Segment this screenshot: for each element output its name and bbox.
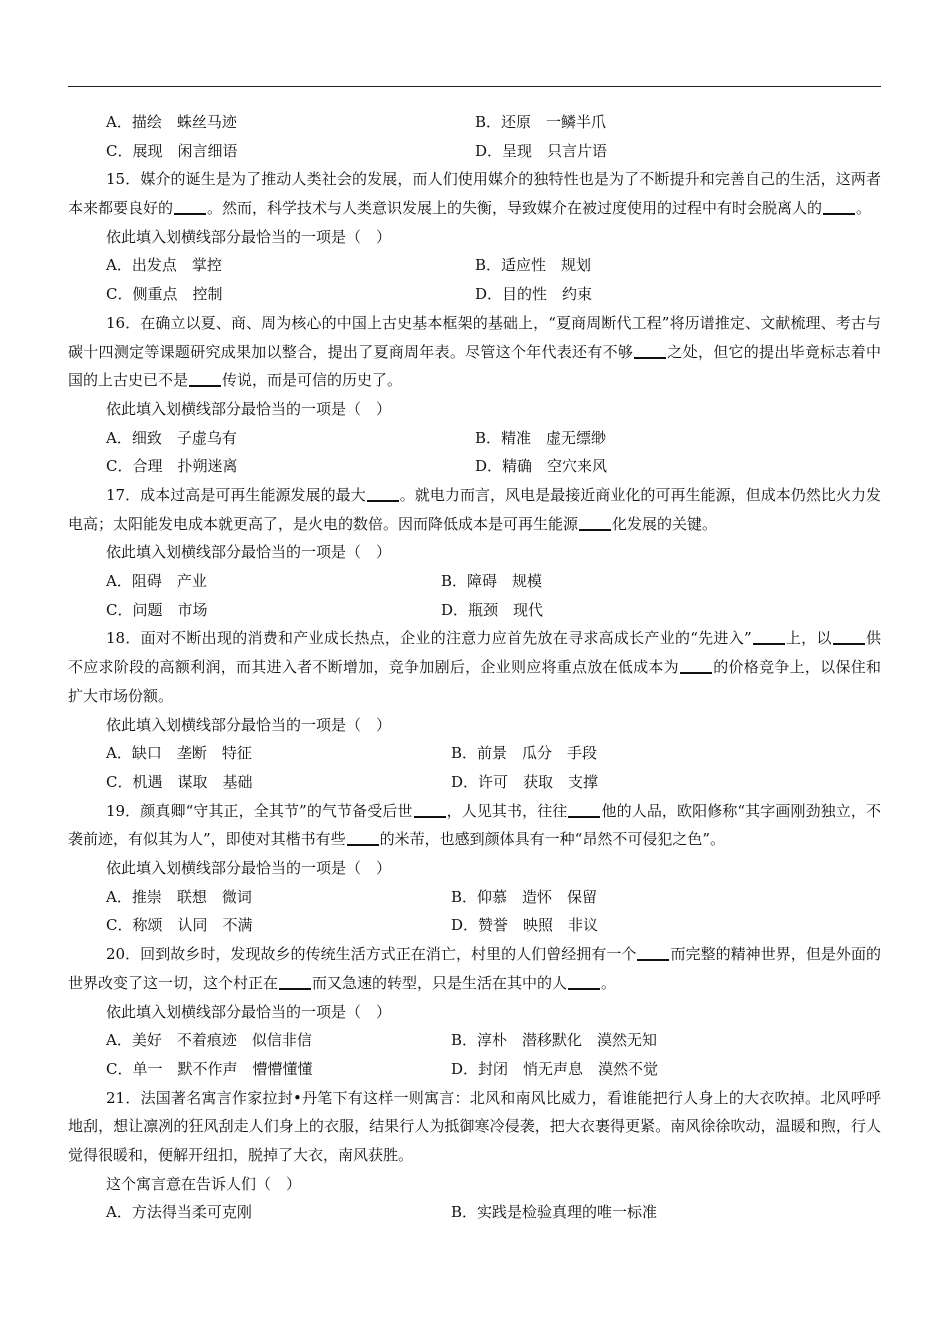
answer-blank[interactable]	[568, 973, 600, 990]
question-15-option-c[interactable]: C．侧重点 控制	[106, 285, 223, 304]
question-20-option-b[interactable]: B．淳朴 潜移默化 漠然无知	[451, 1031, 658, 1050]
q14-option-d[interactable]: D．呈现 只言片语	[475, 141, 608, 160]
question-20-options-row-1	[68, 1026, 881, 1055]
answer-blank[interactable]	[568, 801, 600, 818]
question-19-prompt: 依此填入划横线部分最恰当的一项是（ ）	[106, 859, 392, 878]
q14-option-b[interactable]: B．还原 一鳞半爪	[475, 113, 607, 131]
answer-blank[interactable]	[347, 829, 379, 846]
question-16-options-row-1	[68, 424, 881, 453]
question-17-option-d[interactable]: D．瓶颈 现代	[441, 600, 544, 619]
question-20-option-c[interactable]: C．单一 默不作声 懵懵懂懂	[106, 1059, 313, 1078]
answer-blank[interactable]	[753, 628, 785, 645]
q14-option-a[interactable]: A．描绘 蛛丝马迹	[106, 113, 237, 131]
answer-blank[interactable]	[680, 657, 712, 674]
answer-blank[interactable]	[634, 342, 666, 359]
answer-blank[interactable]	[174, 198, 206, 215]
question-15-options-row-2	[68, 280, 881, 309]
exam-page	[68, 108, 881, 1227]
answer-blank[interactable]	[823, 198, 855, 215]
question-21-option-b[interactable]: B．实践是检验真理的唯一标准	[451, 1203, 658, 1222]
question-20-prompt: 依此填入划横线部分最恰当的一项是（ ）	[106, 1002, 392, 1021]
question-19-option-a[interactable]: A．推崇 联想 微词	[106, 887, 252, 906]
question-17-option-c[interactable]: C．问题 市场	[106, 600, 208, 619]
question-19-options-row-1	[68, 883, 881, 912]
q14-option-c[interactable]: C．展现 闲言细语	[106, 141, 238, 160]
question-16-options-row-2	[68, 452, 881, 481]
question-21-option-a[interactable]: A．方法得当柔可克刚	[106, 1203, 252, 1222]
question-18-prompt: 依此填入划横线部分最恰当的一项是（ ）	[106, 715, 392, 734]
question-20-options-row-2	[68, 1055, 881, 1084]
question-15-options-row-1	[68, 251, 881, 280]
question-17-options-row-1	[68, 567, 881, 596]
question-20-option-d[interactable]: D．封闭 悄无声息 漠然不觉	[451, 1059, 659, 1078]
question-19-option-d[interactable]: D．赞誉 映照 非议	[451, 916, 599, 935]
question-19-text: 19．颜真卿“守其正，全其节”的气节备受后世 ，人见其书，往往 他的人品，欧阳修称“其字画刚劲独立，不袭前迹，有似其为人”，即使对其楷书有些 的米芾，也感到颜体具有一种“昂然不可侵犯之色”。	[68, 801, 881, 849]
question-18-option-b[interactable]: B．前景 瓜分 手段	[451, 744, 598, 763]
question-21-text: 21．法国著名寓言作家拉封•丹笔下有这样一则寓言：北风和南风比威力，看谁能把行人身上的大衣吹掉。北风呼呼地刮，想让凛冽的狂风刮走人们身上的衣服，结果行人为抵御寒冷侵袭，把大衣裹得更紧。南风徐徐吹动，温暖和煦，行人觉得很暖和，便解开纽扣，脱掉了大衣，南风获胜。	[68, 1088, 881, 1164]
question-15-option-b[interactable]: B．适应性 规划	[475, 256, 592, 275]
question-21-prompt: 这个寓言意在告诉人们（ ）	[106, 1174, 302, 1193]
question-16-option-b[interactable]: B．精准 虚无缥缈	[475, 428, 607, 447]
header-rule	[68, 86, 881, 87]
question-16-option-d[interactable]: D．精确 空穴来风	[475, 457, 608, 476]
question-19-options-row-2	[68, 911, 881, 940]
question-21-options-row-1	[68, 1198, 881, 1227]
question-18-option-a[interactable]: A．缺口 垄断 特征	[106, 744, 252, 763]
question-16-option-c[interactable]: C．合理 扑朔迷离	[106, 457, 238, 476]
question-15-option-a[interactable]: A．出发点 掌控	[106, 256, 222, 275]
question-17-prompt: 依此填入划横线部分最恰当的一项是（ ）	[106, 543, 392, 562]
question-18-options-row-1	[68, 739, 881, 768]
question-19-option-c[interactable]: C．称颂 认同 不满	[106, 916, 253, 935]
question-16-text: 16．在确立以夏、商、周为核心的中国上古史基本框架的基础上，“夏商周断代工程”将历谱推定、文献梳理、考古与碳十四测定等课题研究成果加以整合，提出了夏商周年表。尽管这个年代表还有不够 之处，但它的提出毕竟标志着中国的上古史已不是 传说，而是可信的历史了。	[68, 313, 881, 390]
q14-options-row-2	[68, 137, 881, 166]
answer-blank[interactable]	[637, 944, 669, 961]
question-15-option-d[interactable]: D．目的性 约束	[475, 285, 593, 304]
question-18-text: 18．面对不断出现的消费和产业成长热点，企业的注意力应首先放在寻求高成长产业的“先进入” 上，以 供不应求阶段的高额利润，而其进入者不断增加，竞争加剧后，企业则应将重点放在低成本为 的价格竞争上，以保住和扩大市场份额。	[68, 629, 881, 705]
question-17-options-row-2	[68, 596, 881, 625]
answer-blank[interactable]	[579, 514, 611, 531]
question-17-option-a[interactable]: A．阻碍 产业	[106, 572, 207, 591]
answer-blank[interactable]	[279, 973, 311, 990]
question-20-option-a[interactable]: A．美好 不着痕迹 似信非信	[106, 1031, 312, 1050]
question-17-option-b[interactable]: B．障碍 规模	[441, 572, 543, 591]
answer-blank[interactable]	[414, 801, 446, 818]
question-18-option-d[interactable]: D．许可 获取 支撑	[451, 772, 599, 791]
question-15-prompt: 依此填入划横线部分最恰当的一项是（ ）	[106, 227, 392, 246]
answer-blank[interactable]	[367, 485, 399, 502]
question-16-option-a[interactable]: A．细致 子虚乌有	[106, 428, 237, 447]
question-16-prompt: 依此填入划横线部分最恰当的一项是（ ）	[106, 399, 392, 418]
question-20-text: 20．回到故乡时，发现故乡的传统生活方式正在消亡，村里的人们曾经拥有一个 而完整的精神世界，但是外面的世界改变了这一切，这个村正在 而又急速的转型，只是生活在其中的人 。	[68, 945, 881, 992]
question-19-option-b[interactable]: B．仰慕 造怀 保留	[451, 887, 598, 906]
answer-blank[interactable]	[189, 370, 221, 387]
question-18-options-row-2	[68, 768, 881, 797]
question-18-option-c[interactable]: C．机遇 谋取 基础	[106, 772, 253, 791]
q14-options-row-1	[68, 108, 881, 137]
answer-blank[interactable]	[833, 628, 865, 645]
question-17-text: 17．成本过高是可再生能源发展的最大 。就电力而言，风电是最接近商业化的可再生能源，但成本仍然比火力发电高；太阳能发电成本就更高了，是火电的数倍。因而降低成本是可再生能源 化发展的关键。	[68, 486, 881, 533]
question-15-text: 15．媒介的诞生是为了推动人类社会的发展，而人们使用媒介的独特性也是为了不断提升和完善自己的生活，这两者本来都要良好的 。然而，科学技术与人类意识发展上的失衡，导致媒介在被过度使用的过程中有时会脱离人的 。	[68, 170, 881, 218]
